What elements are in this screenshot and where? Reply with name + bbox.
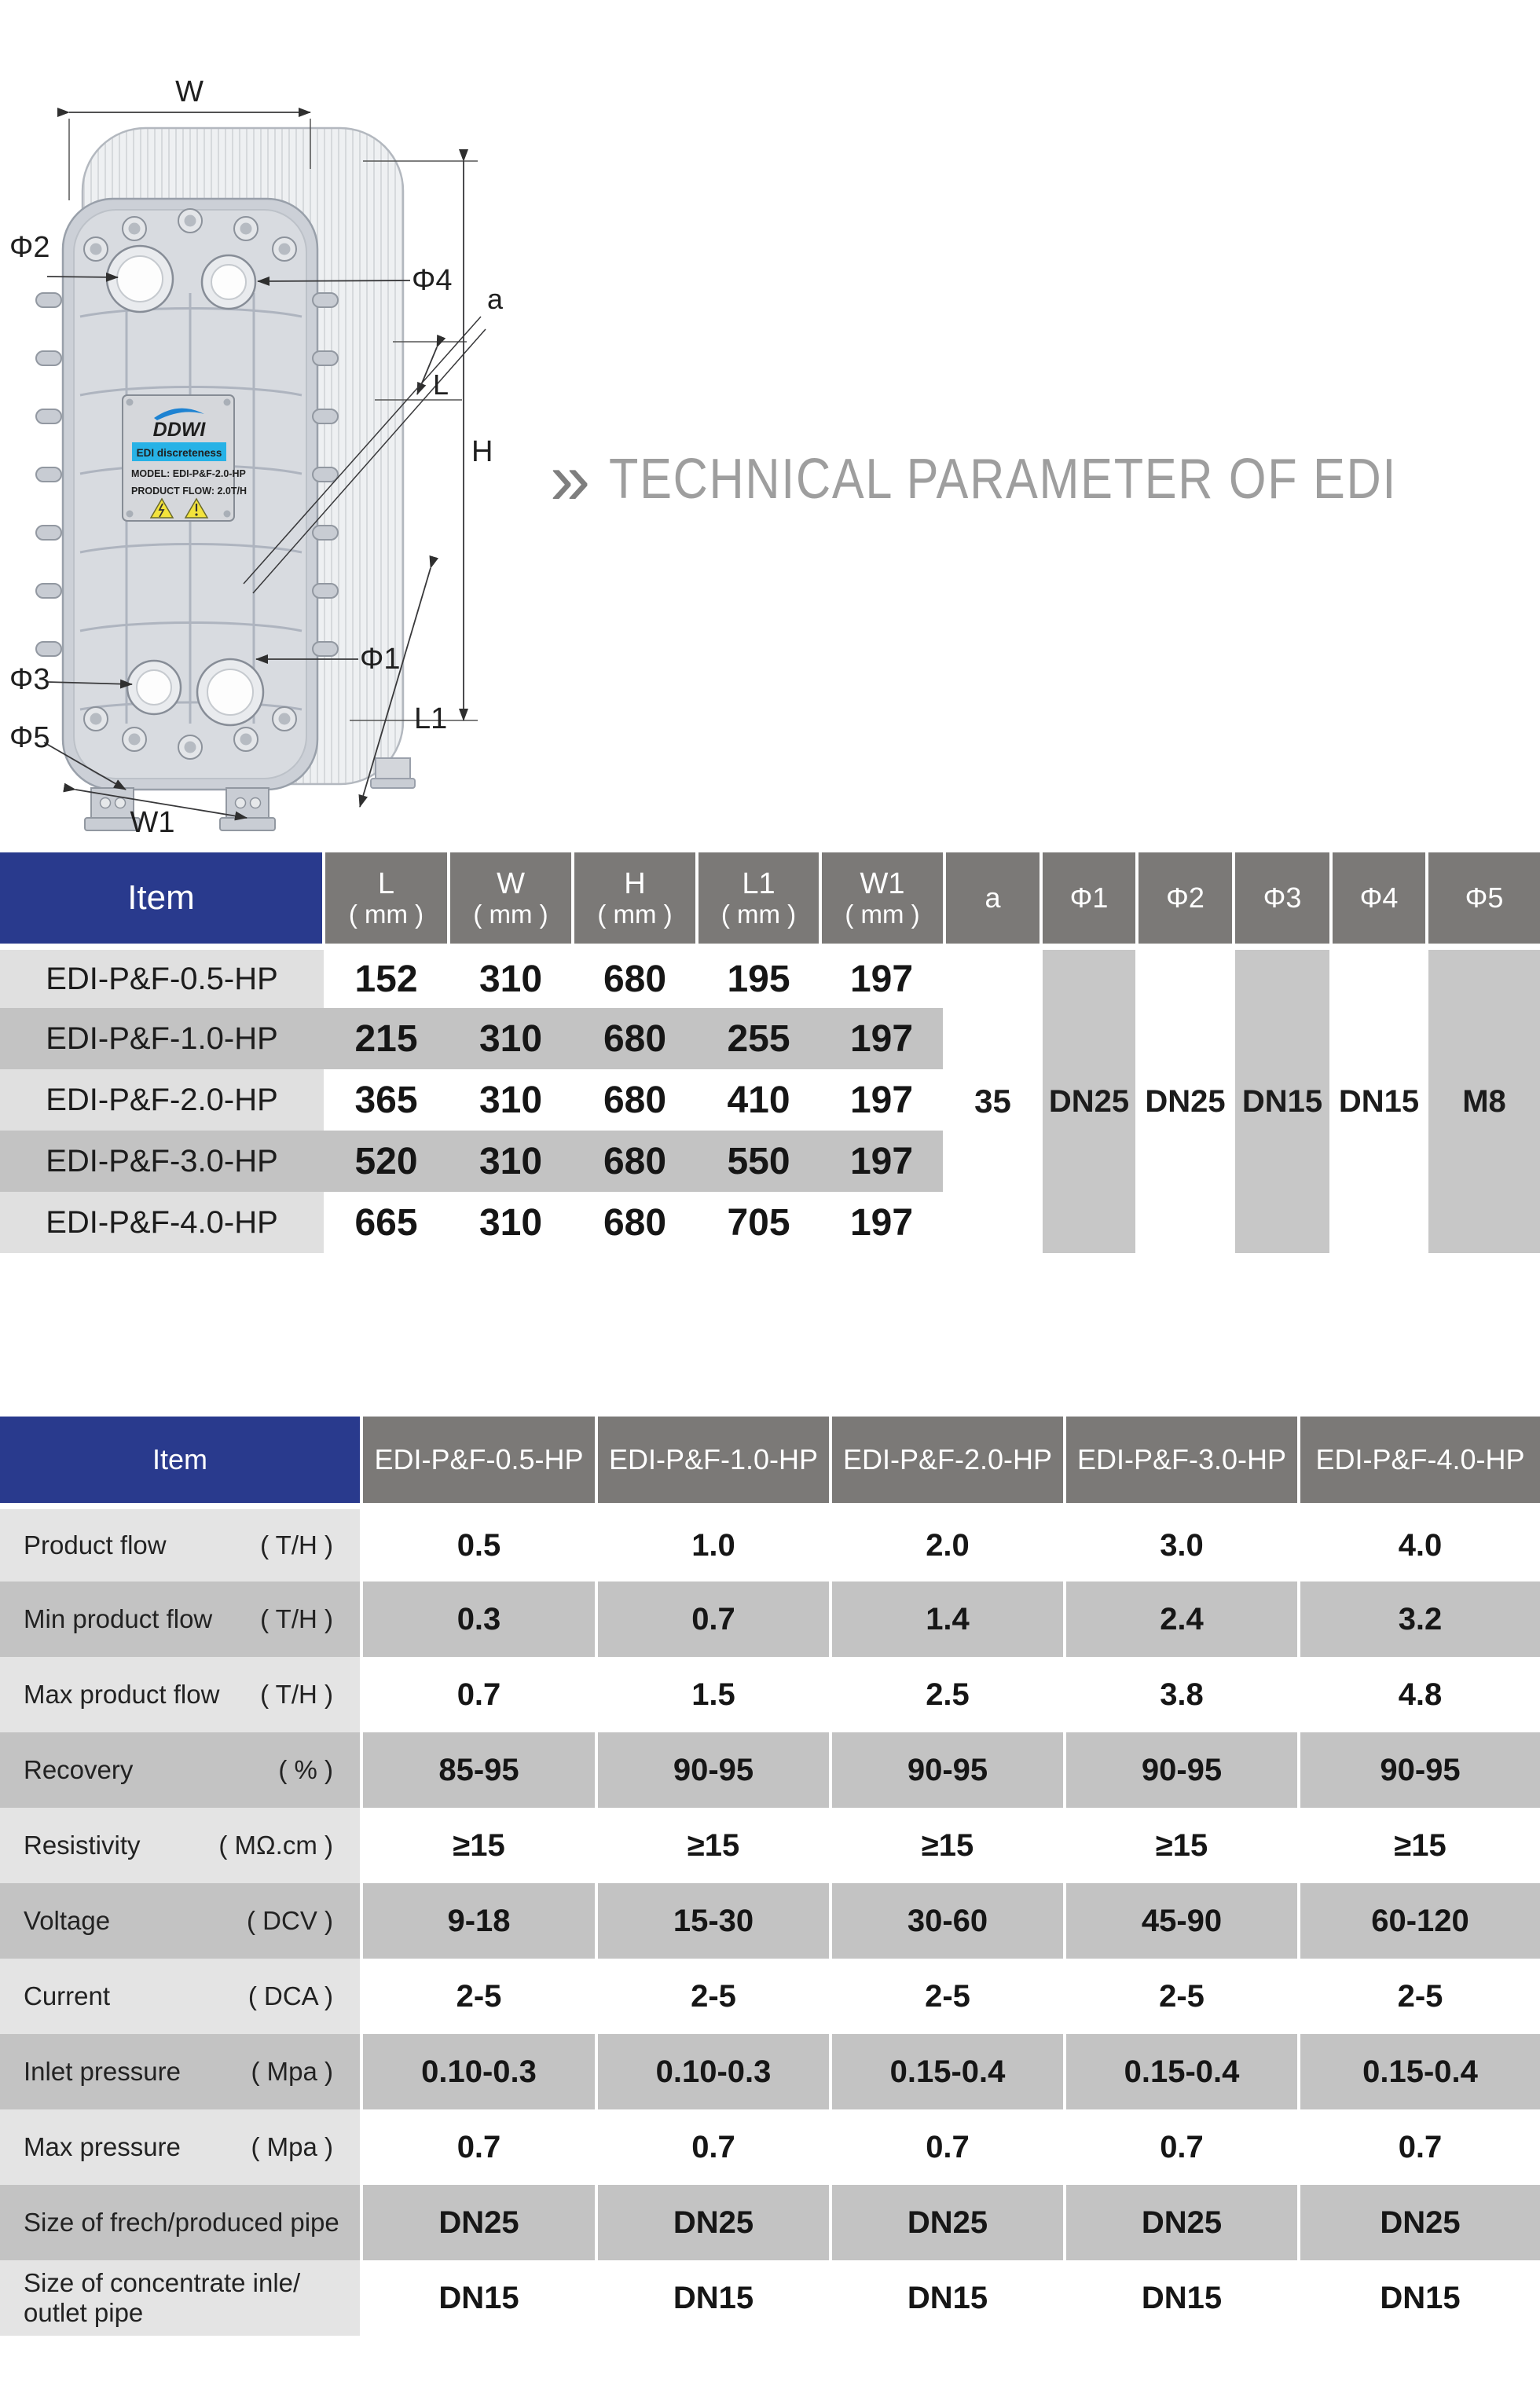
- nameplate-flow: PRODUCT FLOW: 2.0T/H: [131, 486, 247, 497]
- table-row: EDI-P&F-2.0-HP 365 310 680 410 197: [0, 1069, 1540, 1131]
- model-name: EDI-P&F-3.0-HP: [0, 1131, 324, 1192]
- table-row: Resistivity ( MΩ.cm ) ≥15 ≥15 ≥15 ≥15 ≥15: [0, 1808, 1540, 1883]
- table-row: EDI-P&F-1.0-HP 215 310 680 255 197: [0, 1008, 1540, 1069]
- nameplate-model: MODEL: EDI-P&F-2.0-HP: [131, 468, 246, 479]
- table-row: Max product flow ( T/H ) 0.7 1.5 2.5 3.8 4.8: [0, 1657, 1540, 1732]
- t1-col-phi3: Φ3: [1234, 852, 1331, 947]
- dimensions-table: [0, 852, 1540, 1253]
- t1-col-phi4: Φ4: [1331, 852, 1427, 947]
- parameter-label: Inlet pressure ( Mpa ): [0, 2034, 361, 2109]
- table-row: Current ( DCA ) 2-5 2-5 2-5 2-5 2-5: [0, 1959, 1540, 2034]
- dim-label-l: L: [433, 368, 449, 401]
- parameter-label: Max product flow ( T/H ): [0, 1657, 361, 1732]
- parameter-label: Recovery ( % ): [0, 1732, 361, 1808]
- dim-label-w: W: [175, 75, 204, 108]
- t1-col-h: H ( mm ): [573, 852, 697, 947]
- rear-foot-flange: [371, 779, 415, 788]
- model-name: EDI-P&F-1.0-HP: [0, 1008, 324, 1069]
- edi-device-illustration: [8, 43, 519, 841]
- t1-merged-phi2: DN25: [1137, 947, 1234, 1253]
- t1-merged-phi5: M8: [1427, 947, 1540, 1253]
- parameter-label: Resistivity ( MΩ.cm ): [0, 1808, 361, 1883]
- table-row: Max pressure ( Mpa ) 0.7 0.7 0.7 0.7 0.7: [0, 2109, 1540, 2185]
- table-row: EDI-P&F-0.5-HP 152 310 680 195 197 35 DN25 DN25 DN15 DN15 M8: [0, 947, 1540, 1008]
- nameplate-brand: DDWI: [152, 419, 206, 441]
- t1-col-phi2: Φ2: [1137, 852, 1234, 947]
- table-row: Recovery ( % ) 85-95 90-95 90-95 90-95 90-95: [0, 1732, 1540, 1808]
- t1-col-phi5: Φ5: [1427, 852, 1540, 947]
- parameter-label: Product flow ( T/H ): [0, 1506, 361, 1582]
- t1-col-l: L ( mm ): [324, 852, 449, 947]
- nameplate: [123, 395, 247, 521]
- parameter-label: Current ( DCA ): [0, 1959, 361, 2034]
- technical-parameters-table: [0, 1417, 1540, 2336]
- t2-header-row: [0, 1417, 1540, 1506]
- dim-label-phi1: Φ1: [360, 643, 401, 676]
- rear-foot: [376, 758, 410, 780]
- section-title-row: [550, 438, 1536, 520]
- t1-merged-a: 35: [944, 947, 1041, 1253]
- t1-merged-phi4: DN15: [1331, 947, 1427, 1253]
- port-phi2: [107, 246, 173, 312]
- model-name: EDI-P&F-2.0-HP: [0, 1069, 324, 1131]
- table-row: Size of frech/produced pipe DN25 DN25 DN25 DN25 DN25: [0, 2185, 1540, 2260]
- parameter-label: Size of frech/produced pipe: [0, 2185, 361, 2260]
- t2-col-model-4: EDI-P&F-4.0-HP: [1299, 1417, 1540, 1506]
- parameter-label: Size of concentrate inle/ outlet pipe: [0, 2260, 361, 2336]
- dim-label-h: H: [471, 435, 493, 468]
- edi-device-drawing: [8, 43, 519, 841]
- t2-col-model-2: EDI-P&F-2.0-HP: [830, 1417, 1065, 1506]
- t1-merged-phi1: DN25: [1041, 947, 1137, 1253]
- dim-label-w1: W1: [130, 806, 175, 839]
- page-title: TECHNICAL PARAMETER OF EDI: [609, 448, 1398, 511]
- table-row: Voltage ( DCV ) 9-18 15-30 30-60 45-90 60-120: [0, 1883, 1540, 1959]
- t2-col-model-3: EDI-P&F-3.0-HP: [1065, 1417, 1299, 1506]
- parameter-label: Max pressure ( Mpa ): [0, 2109, 361, 2185]
- t1-col-w1: W1 ( mm ): [820, 852, 944, 947]
- table-row: Size of concentrate inle/ outlet pipe DN15 DN15 DN15 DN15 DN15: [0, 2260, 1540, 2336]
- model-name: EDI-P&F-4.0-HP: [0, 1192, 324, 1253]
- table-row: Min product flow ( T/H ) 0.3 0.7 1.4 2.4 3.2: [0, 1582, 1540, 1657]
- t1-col-phi1: Φ1: [1041, 852, 1137, 947]
- table-row: EDI-P&F-3.0-HP 520 310 680 550 197: [0, 1131, 1540, 1192]
- dim-label-phi4: Φ4: [412, 264, 453, 297]
- table-row: Inlet pressure ( Mpa ) 0.10-0.3 0.10-0.3 0.15-0.4 0.15-0.4 0.15-0.4: [0, 2034, 1540, 2109]
- port-phi1: [197, 659, 263, 725]
- model-name: EDI-P&F-0.5-HP: [0, 947, 324, 1008]
- parameter-label: Voltage ( DCV ): [0, 1883, 361, 1959]
- t2-col-model-1: EDI-P&F-1.0-HP: [596, 1417, 830, 1506]
- t1-col-w: W ( mm ): [449, 852, 573, 947]
- parameter-label: Min product flow ( T/H ): [0, 1582, 361, 1657]
- t2-col-model-0: EDI-P&F-0.5-HP: [361, 1417, 596, 1506]
- double-chevron-icon: »: [550, 438, 591, 521]
- dim-label-phi5: Φ5: [9, 721, 50, 754]
- nameplate-tagline: EDI discreteness: [136, 447, 222, 459]
- table-row: Product flow ( T/H ) 0.5 1.0 2.0 3.0 4.0: [0, 1506, 1540, 1582]
- t1-header-row: [0, 852, 1540, 947]
- port-phi4: [202, 255, 255, 309]
- table-row: EDI-P&F-4.0-HP 665 310 680 705 197: [0, 1192, 1540, 1253]
- dim-label-phi3: Φ3: [9, 663, 50, 696]
- t1-col-a: a: [944, 852, 1041, 947]
- t2-col-item: Item: [0, 1417, 361, 1506]
- t1-merged-phi3: DN15: [1234, 947, 1331, 1253]
- mounting-feet: [85, 788, 275, 830]
- t1-col-item: Item: [0, 852, 324, 947]
- dim-label-phi2: Φ2: [9, 231, 50, 264]
- t1-col-l1: L1 ( mm ): [697, 852, 820, 947]
- port-phi3: [127, 661, 181, 714]
- dim-label-l1: L1: [414, 702, 448, 735]
- dim-label-a: a: [487, 283, 504, 315]
